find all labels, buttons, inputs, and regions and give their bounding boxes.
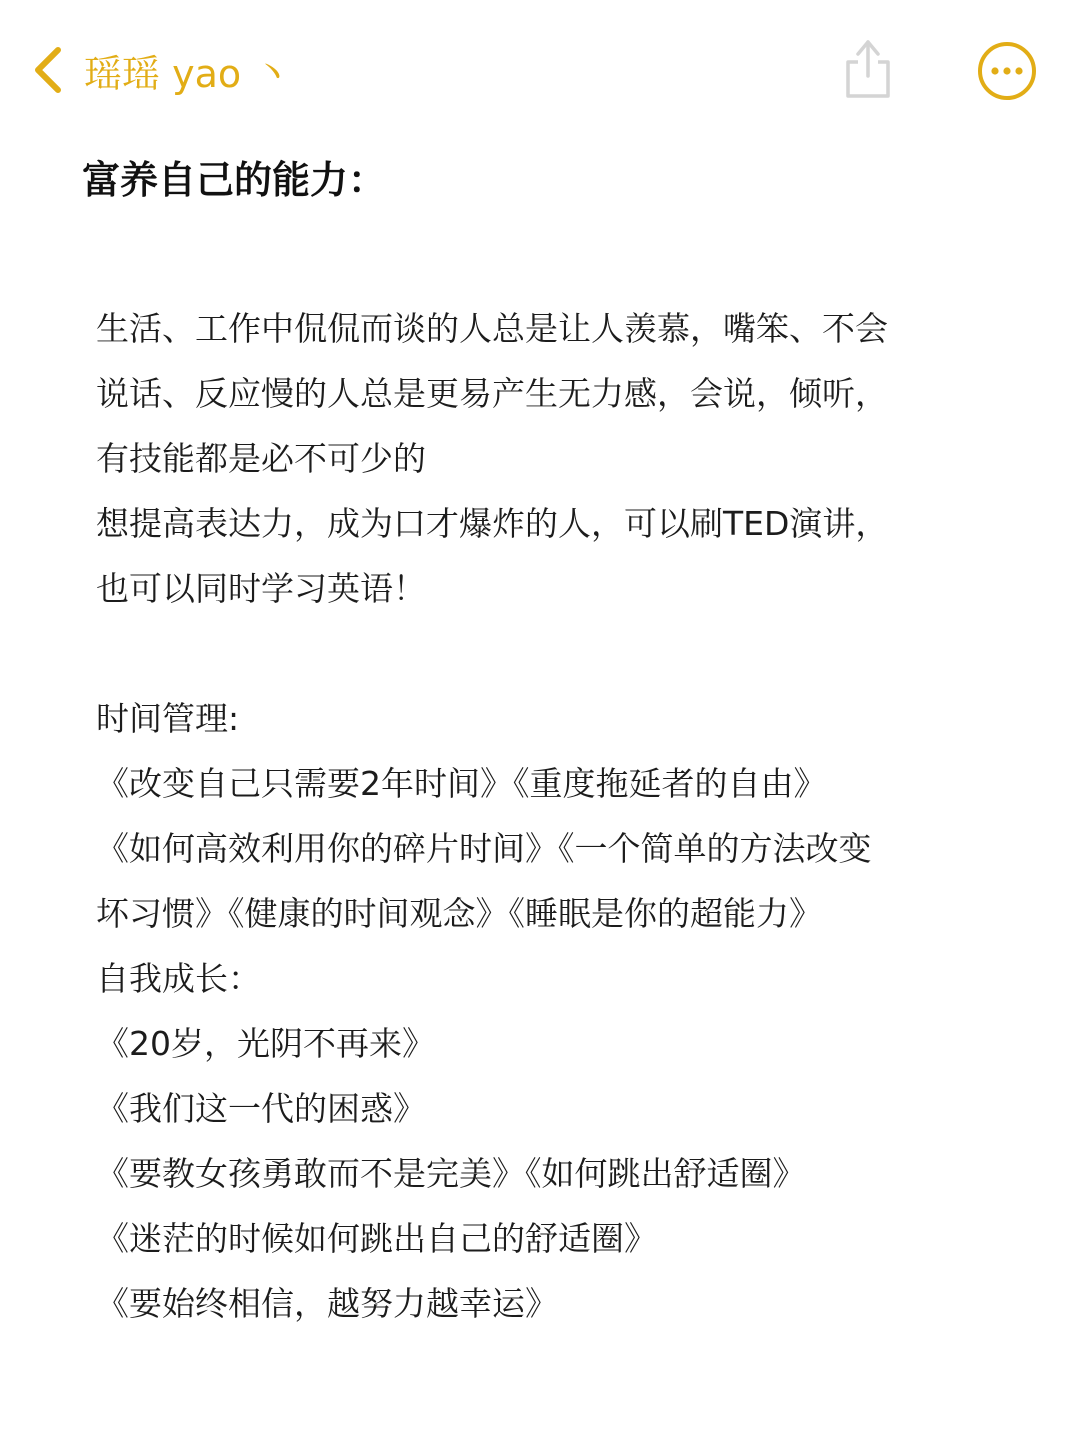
- more-options-icon: [976, 40, 1038, 102]
- list-item: 《20岁，光阴不再来》: [96, 1024, 435, 1063]
- share-button[interactable]: [838, 34, 898, 104]
- intro-line: 也可以同时学习英语！: [96, 569, 426, 608]
- intro-line: 生活、工作中侃侃而谈的人总是让人羡慕，嘴笨、不会: [96, 309, 888, 348]
- back-label: 瑶瑶 yao 丶: [84, 51, 292, 96]
- list-item: 《改变自己只需要2年时间》《重度拖延者的自由》: [96, 764, 827, 803]
- section-heading-time-management: 时间管理:: [96, 699, 240, 738]
- intro-line: 想提高表达力，成为口才爆炸的人，可以刷TED演讲，: [96, 504, 889, 543]
- list-item: 《要始终相信，越努力越幸运》: [96, 1284, 558, 1323]
- intro-line: 说话、反应慢的人总是更易产生无力感，会说，倾听，: [96, 374, 888, 413]
- navigation-bar: [0, 0, 1080, 140]
- section-heading-self-growth: 自我成长：: [96, 959, 261, 998]
- chevron-left-icon: [28, 42, 72, 98]
- intro-paragraph: [96, 296, 996, 621]
- back-button[interactable]: [28, 40, 291, 100]
- recommendation-list: [96, 686, 996, 1336]
- intro-line: 有技能都是必不可少的: [96, 439, 426, 478]
- note-title: 富养自己的能力：: [82, 158, 387, 202]
- list-item: 《我们这一代的困惑》: [96, 1089, 426, 1128]
- more-options-button[interactable]: [976, 40, 1038, 102]
- list-item: 《如何高效利用你的碎片时间》《一个简单的方法改变: [96, 829, 872, 868]
- share-icon: [838, 34, 898, 104]
- list-item: 《要教女孩勇敢而不是完美》《如何跳出舒适圈》: [96, 1154, 806, 1193]
- list-item: 《迷茫的时候如何跳出自己的舒适圈》: [96, 1219, 657, 1258]
- list-item: 坏习惯》《健康的时间观念》《睡眠是你的超能力》: [96, 894, 822, 933]
